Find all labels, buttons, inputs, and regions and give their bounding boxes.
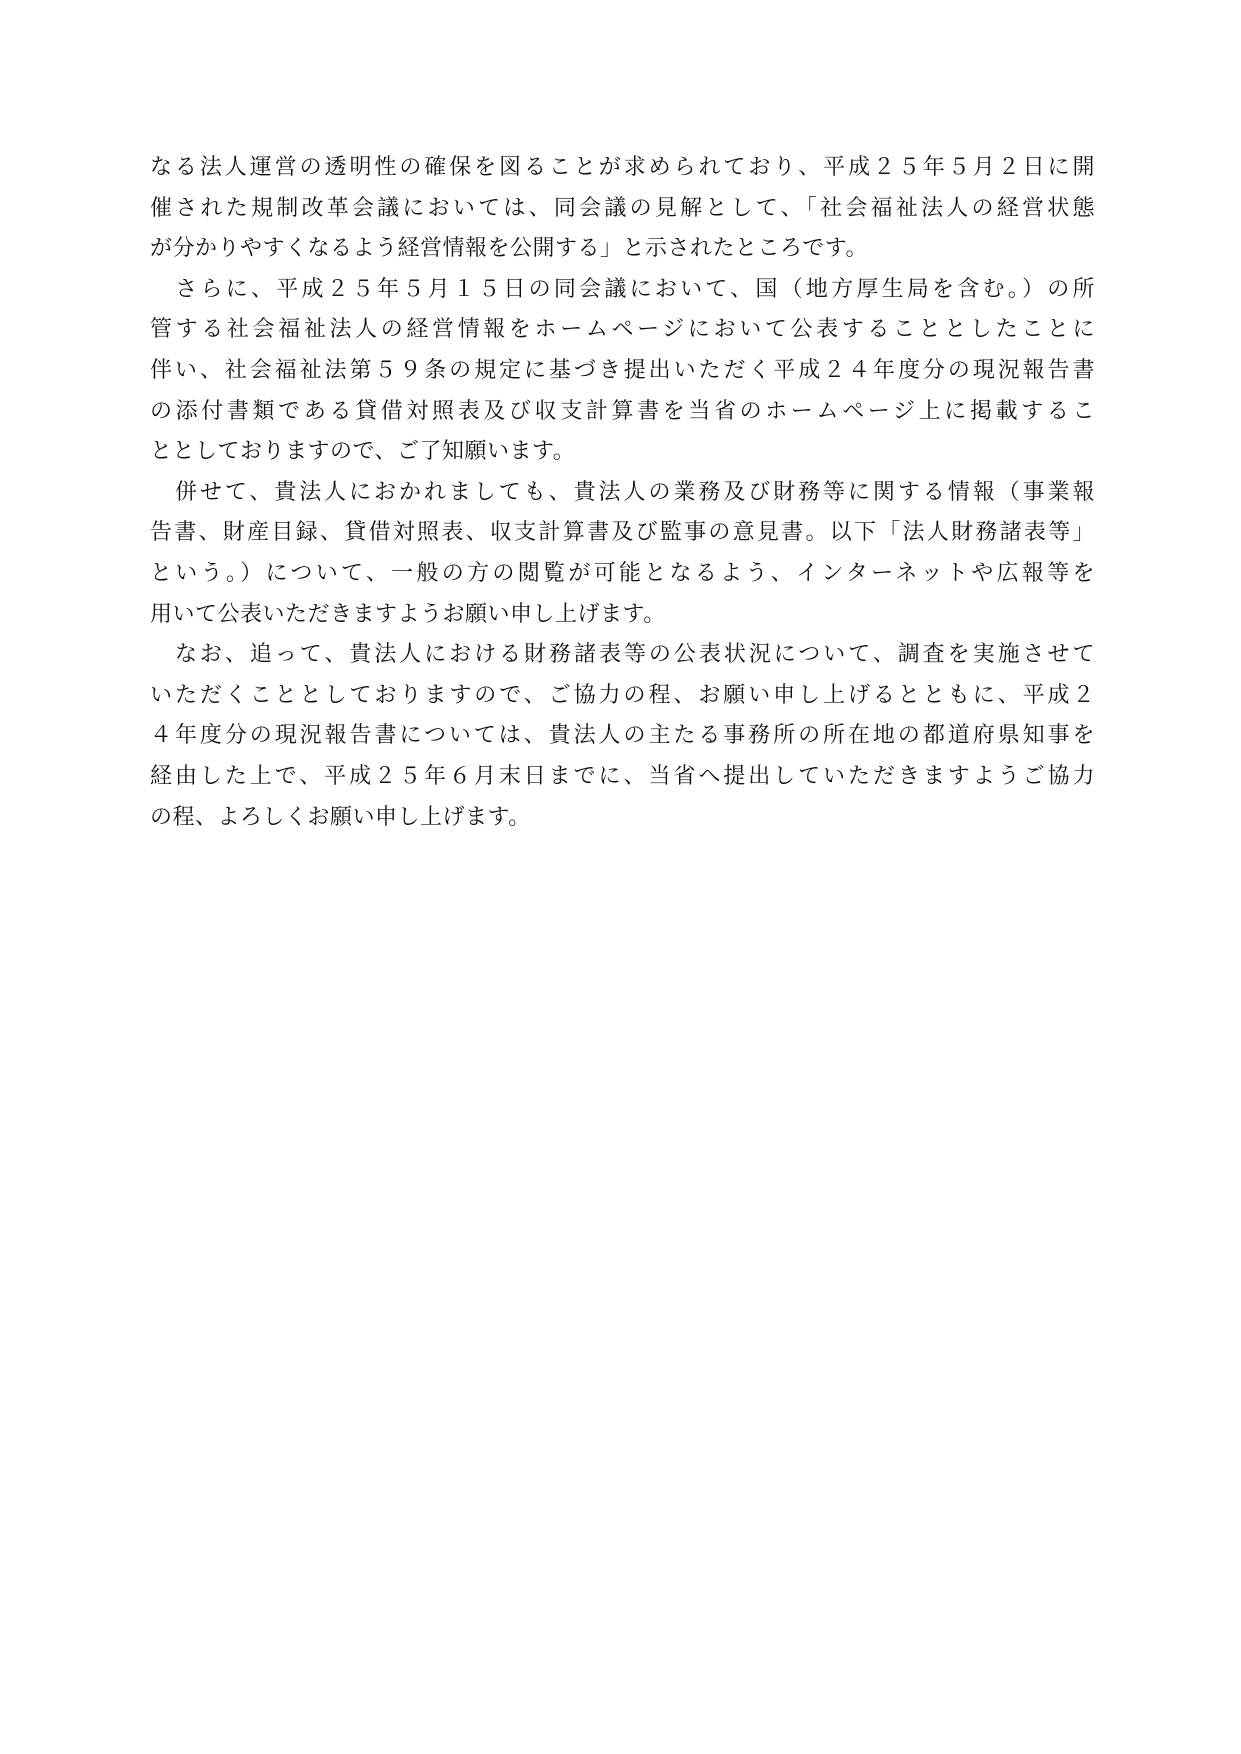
text-line: が分かりやすくなるよう経営情報を公開する」と示されたところです。 [150,236,869,262]
text-line: さらに、平成２５年５月１５日の同会議において、国（地方厚生局を含む。）の所 [150,276,1095,302]
text-line: ４年度分の現況報告書については、貴法人の主たる事務所の所在地の都道府県知事を [150,723,1095,749]
text-line: 催された規制改革会議においては、同会議の見解として、「社会福祉法人の経営状態 [150,195,1095,221]
text-line: ととしておりますので、ご了知願います。 [150,439,576,465]
text-line: 告書、財産目録、貸借対照表、収支計算書及び監事の意見書。以下「法人財務諸表等」 [150,520,1095,546]
text-line: なお、追って、貴法人における財務諸表等の公表状況について、調査を実施させて [150,642,1095,668]
text-line: 伴い、社会福祉法第５９条の規定に基づき提出いただく平成２４年度分の現況報告書 [150,357,1095,383]
text-line: 経由した上で、平成２５年６月末日までに、当省へ提出していただきますようご協力 [150,763,1095,789]
text-line: という。）について、一般の方の閲覧が可能となるよう、インターネットや広報等を [150,560,1095,586]
text-line: いただくこととしておりますので、ご協力の程、お願い申し上げるとともに、平成２ [150,682,1095,708]
text-line: の添付書類である貸借対照表及び収支計算書を当省のホームページ上に掲載するこ [150,398,1095,424]
text-line: なる法人運営の透明性の確保を図ることが求められており、平成２５年５月２日に開 [150,155,1095,180]
text-line: 併せて、貴法人におかれましても、貴法人の業務及び財務等に関する情報（事業報 [150,479,1095,505]
text-line: 管する社会福祉法人の経営情報をホームページにおいて公表することとしたことに [150,317,1095,343]
body-text [150,148,1095,838]
text-line: 用いて公表いただきますようお願い申し上げます。 [150,601,666,627]
text-line: の程、よろしくお願い申し上げます。 [150,804,531,830]
